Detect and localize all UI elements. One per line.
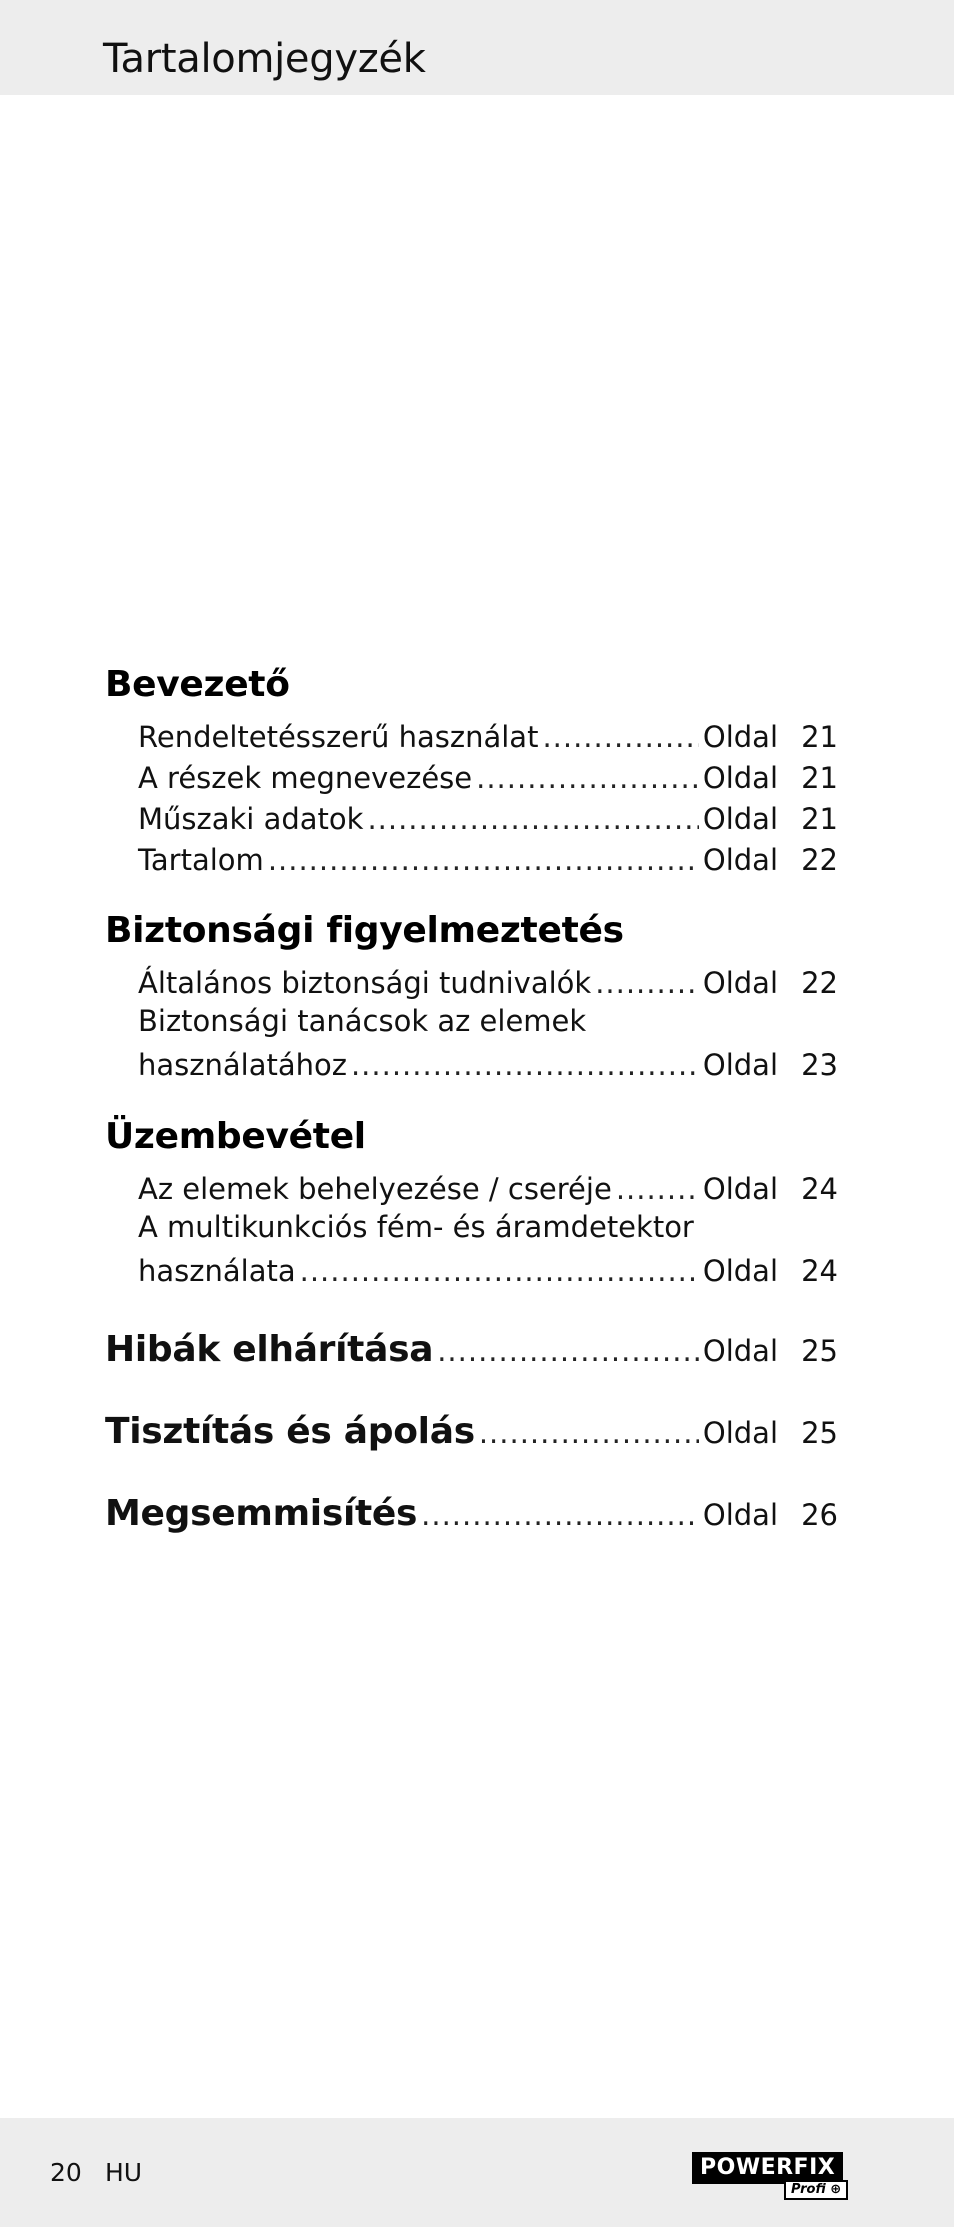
- toc-entry-label: Tartalom: [138, 843, 264, 877]
- section-title-biztonsagi-figyelmeztetes: Biztonsági figyelmeztetés: [105, 910, 624, 951]
- dot-leader: [268, 843, 699, 877]
- page-word: Oldal: [702, 761, 778, 795]
- toc-entry-reszek-megnevezese[interactable]: [138, 755, 838, 795]
- toc-entry-label: Tisztítás és ápolás: [105, 1411, 475, 1452]
- page-number: 24: [801, 1172, 838, 1206]
- toc-entry-label: Hibák elhárítása: [105, 1329, 434, 1370]
- toc-entry-label: Műszaki adatok: [138, 802, 364, 836]
- toc-entry-hibak-elharitasa[interactable]: [105, 1322, 838, 1370]
- page-word: Oldal: [702, 1172, 778, 1206]
- toc-entry-multikunkcios-detektor[interactable]: [138, 1248, 838, 1288]
- powerfix-logo: [690, 2152, 850, 2198]
- page-word: Oldal: [702, 720, 778, 754]
- page-number: 21: [801, 802, 838, 836]
- toc-entry-label: használata: [138, 1254, 296, 1288]
- page-word: Oldal: [702, 1498, 778, 1532]
- page-word: Oldal: [702, 1048, 778, 1082]
- page-word: Oldal: [702, 1416, 778, 1450]
- section-title-uzembevetel: Üzembevétel: [105, 1116, 366, 1157]
- toc-entry-rendeltetesszeru-hasznalat[interactable]: [138, 714, 838, 754]
- page-title: Tartalomjegyzék: [103, 36, 426, 82]
- dot-leader: [616, 1172, 699, 1206]
- page-word: Oldal: [702, 1254, 778, 1288]
- page-number: 24: [801, 1254, 838, 1288]
- toc-entry-label-line1: A multikunkciós fém- és áramdetektor: [138, 1210, 694, 1244]
- toc-entry-elemek-behelyezese[interactable]: [138, 1166, 838, 1206]
- dot-leader: [300, 1254, 699, 1288]
- dot-leader: [421, 1498, 699, 1532]
- page-number: 22: [801, 966, 838, 1000]
- toc-entry-label: használatához: [138, 1048, 347, 1082]
- page-footer: [0, 2118, 954, 2227]
- toc-entry-muszaki-adatok[interactable]: [138, 796, 838, 836]
- toc-entry-label: Megsemmisítés: [105, 1493, 418, 1534]
- page-word: Oldal: [702, 802, 778, 836]
- page-header: [0, 0, 954, 95]
- section-title-bevezeto: Bevezető: [105, 664, 290, 705]
- page-word: Oldal: [702, 966, 778, 1000]
- dot-leader: [542, 720, 698, 754]
- toc-entry-label: A részek megnevezése: [138, 761, 473, 795]
- toc-entry-label: Az elemek behelyezése / cseréje: [138, 1172, 612, 1206]
- page-word: Oldal: [702, 1334, 778, 1368]
- page-number: 23: [801, 1048, 838, 1082]
- toc-entry-biztonsagi-tanacsok[interactable]: [138, 1042, 838, 1082]
- toc-entry-label: Rendeltetésszerű használat: [138, 720, 539, 754]
- page-number: 21: [801, 720, 838, 754]
- dot-leader: [479, 1416, 699, 1450]
- page-number: 22: [801, 843, 838, 877]
- dot-leader: [367, 802, 698, 836]
- toc-entry-tartalom[interactable]: [138, 837, 838, 877]
- dot-leader: [351, 1048, 699, 1082]
- toc-entry-label: Általános biztonsági tudnivalók: [138, 966, 592, 1000]
- footer-page-number: 20: [50, 2158, 82, 2187]
- page-word: Oldal: [702, 843, 778, 877]
- page-number: 21: [801, 761, 838, 795]
- page-number: 25: [801, 1334, 838, 1368]
- toc-entry-tisztitas-es-apolas[interactable]: [105, 1404, 838, 1452]
- toc-entry-label-line1: Biztonsági tanácsok az elemek: [138, 1004, 587, 1038]
- page-number: 26: [801, 1498, 838, 1532]
- footer-language: HU: [105, 2158, 143, 2187]
- dot-leader: [437, 1334, 699, 1368]
- toc-entry-altalanos-biztonsagi-tudnivalok[interactable]: [138, 960, 838, 1000]
- logo-profi-badge: Profi ⊕: [784, 2180, 848, 2200]
- dot-leader: [595, 966, 699, 1000]
- logo-wordmark: POWERFIX: [692, 2152, 843, 2184]
- page-number: 25: [801, 1416, 838, 1450]
- toc-entry-megsemmisites[interactable]: [105, 1486, 838, 1534]
- dot-leader: [476, 761, 699, 795]
